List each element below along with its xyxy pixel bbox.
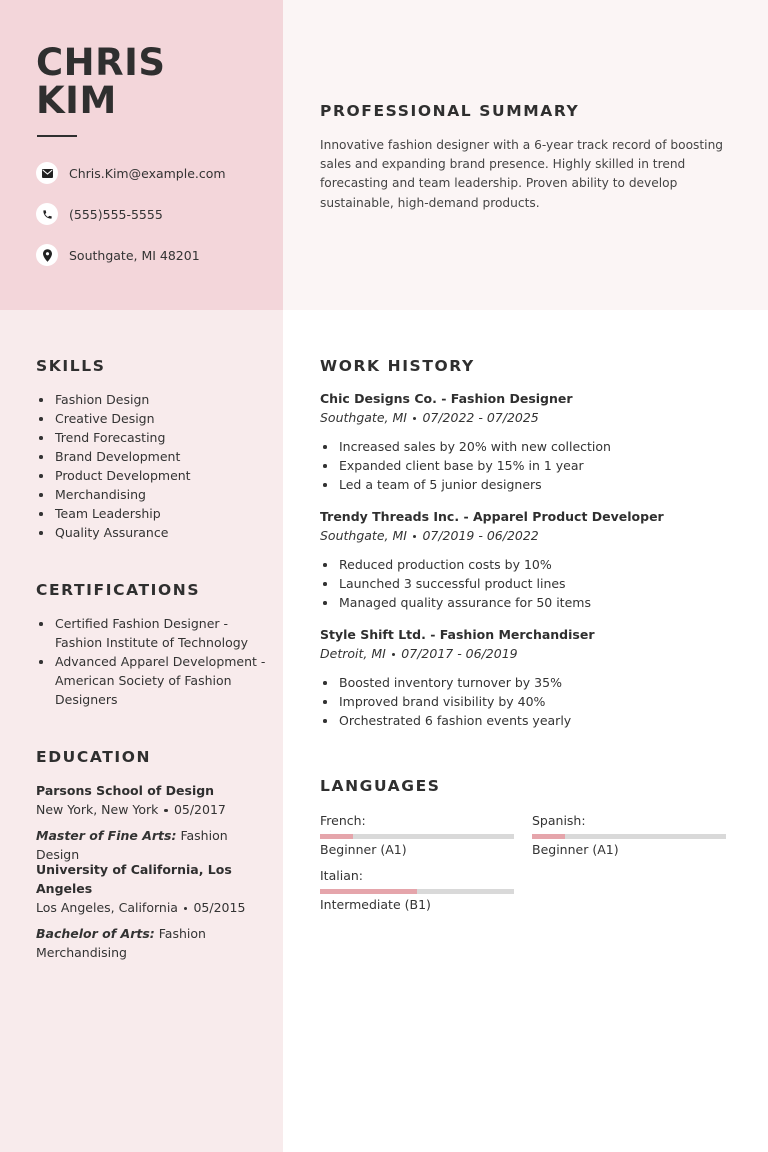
language-bar [532,834,726,839]
job-title: Style Shift Ltd. - Fashion Merchandiser [320,627,595,642]
list-item: Launched 3 successful product lines [320,574,591,593]
school-name: Parsons School of Design [36,783,215,798]
name-divider [37,135,77,137]
education-entry [36,781,266,864]
map-pin-icon [36,244,58,266]
list-item: Certified Fashion Designer - Fashion Institute of Technology [36,614,265,652]
language-level: Intermediate (B1) [320,897,431,912]
school-name: University of California, Los Angeles [36,862,232,896]
language-bar [320,889,514,894]
first-name: CHRIS [36,41,166,84]
list-item: Improved brand visibility by 40% [320,692,571,711]
list-item: Boosted inventory turnover by 35% [320,673,571,692]
envelope-icon [36,162,58,184]
list-item: Product Development [36,466,191,485]
list-item: Expanded client base by 15% in 1 year [320,456,611,475]
language-bar-fill [320,889,417,894]
certifications-list [36,614,265,709]
list-item: Creative Design [36,409,191,428]
list-item: Increased sales by 20% with new collection [320,437,611,456]
education-meta: New York, New York 05/2017 [36,802,226,817]
last-name: KIM [36,79,117,122]
job-meta: Southgate, MI 07/2022 - 07/2025 [320,410,539,425]
degree: Bachelor of Arts: Fashion Merchandising [36,926,206,960]
contact-email[interactable] [36,162,226,184]
summary-text: Innovative fashion designer with a 6-year track record of boosting sales and expanding brand presence. Highly skilled in trend forecasting and team leadership. Proven ability to develop sustainable, high-demand products. [320,138,724,210]
list-item: Advanced Apparel Development - American Society of Fashion Designers [36,652,265,709]
languages-heading: LANGUAGES [320,777,441,795]
phone-icon [36,203,58,225]
language-name: Italian: [320,868,363,883]
email-text: Chris.Kim@example.com [69,165,226,181]
list-item: Led a team of 5 junior designers [320,475,611,494]
list-item: Team Leadership [36,504,191,523]
language-name: French: [320,813,366,828]
language-bar [320,834,514,839]
degree: Master of Fine Arts: Fashion Design [36,828,228,862]
education-heading: EDUCATION [36,748,152,766]
work-heading: WORK HISTORY [320,357,475,375]
summary-heading: PROFESSIONAL SUMMARY [320,102,580,120]
job-title: Chic Designs Co. - Fashion Designer [320,391,573,406]
skills-list [36,390,191,542]
contact-location [36,244,200,266]
language-bar-fill [532,834,565,839]
phone-text: (555)555-5555 [69,206,163,222]
list-item: Trend Forecasting [36,428,191,447]
list-item: Fashion Design [36,390,191,409]
job-bullets [320,437,611,494]
contact-phone[interactable] [36,203,163,225]
language-level: Beginner (A1) [320,842,407,857]
education-meta: Los Angeles, California 05/2015 [36,900,246,915]
list-item: Managed quality assurance for 50 items [320,593,591,612]
list-item: Quality Assurance [36,523,191,542]
skills-heading: SKILLS [36,357,106,375]
list-item: Brand Development [36,447,191,466]
job-bullets [320,673,571,730]
language-level: Beginner (A1) [532,842,619,857]
education-entry [36,860,266,962]
job-meta: Southgate, MI 07/2019 - 06/2022 [320,528,539,543]
job-title: Trendy Threads Inc. - Apparel Product Developer [320,509,664,524]
list-item: Merchandising [36,485,191,504]
candidate-name [36,41,166,122]
job-meta: Detroit, MI 07/2017 - 06/2019 [320,646,518,661]
location-text: Southgate, MI 48201 [69,247,200,263]
language-name: Spanish: [532,813,586,828]
language-bar-fill [320,834,353,839]
job-bullets [320,555,591,612]
list-item: Reduced production costs by 10% [320,555,591,574]
certifications-heading: CERTIFICATIONS [36,581,201,599]
list-item: Orchestrated 6 fashion events yearly [320,711,571,730]
